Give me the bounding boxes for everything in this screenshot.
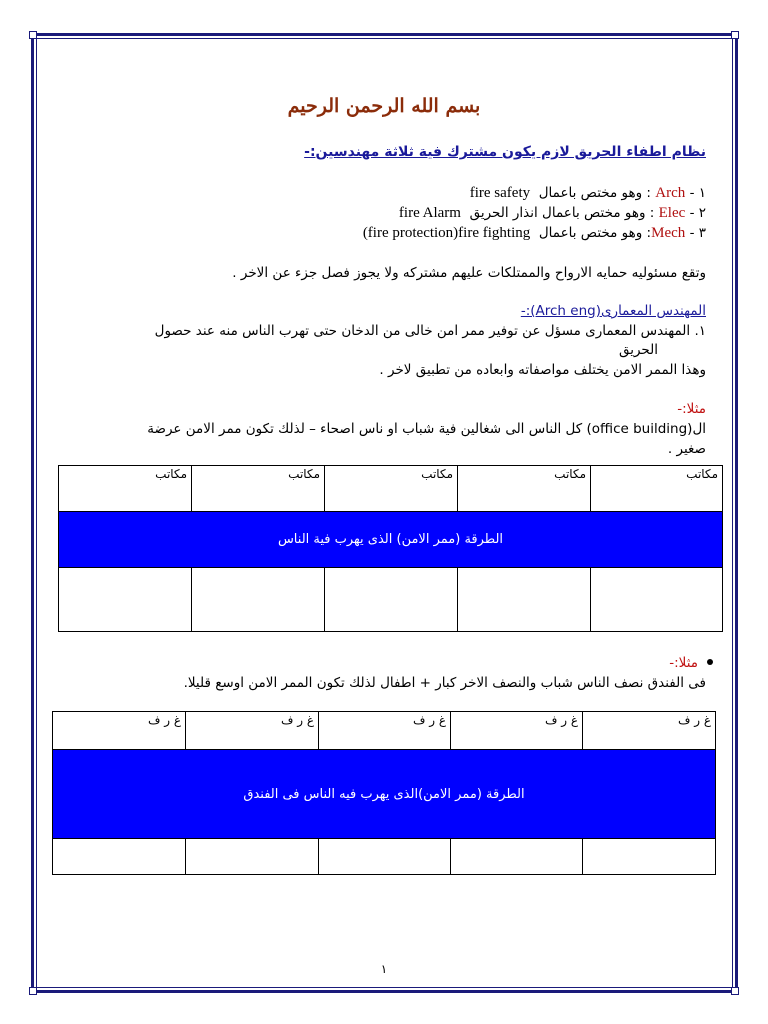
example-label: مثلا:- xyxy=(677,401,706,417)
frame-corner xyxy=(731,987,739,995)
empty-cell xyxy=(591,568,723,632)
room-cell: غ ر ف xyxy=(53,712,186,750)
frame-corner xyxy=(731,31,739,39)
room-cell: غ ر ف xyxy=(583,712,716,750)
room-cell: غ ر ف xyxy=(186,712,319,750)
safe-corridor: الطرقة (ممر الامن) الذى يهرب فية الناس xyxy=(59,512,723,568)
engineer-item-mech: ٣ - Mech: وهو مختص باعمال (fire protection)fire fighting xyxy=(362,225,706,241)
empty-cell xyxy=(319,839,451,875)
empty-cell xyxy=(53,839,186,875)
room-cell: غ ر ف xyxy=(319,712,451,750)
document-title: بسم الله الرحمن الرحيم xyxy=(287,95,481,117)
office-cell: مكاتب xyxy=(591,466,723,512)
engineer-item-elec: ٢ - Elec : وهو مختص باعمال انذار الحريق fire Alarm xyxy=(398,205,706,221)
empty-cell xyxy=(186,839,319,875)
office-cell: مكاتب xyxy=(458,466,591,512)
office-cell: مكاتب xyxy=(192,466,325,512)
example-label-2: مثلا:- xyxy=(669,655,698,671)
rooms-table xyxy=(52,711,716,875)
empty-cell xyxy=(458,568,591,632)
frame-corner xyxy=(29,31,37,39)
engineer-item-arch: ١ - Arch : وهو مختص باعمال fire safety xyxy=(469,185,706,201)
office-cell: مكاتب xyxy=(59,466,192,512)
responsibility-text: وتقع مسئوليه حمايه الارواح والممتلكات عليهم مشتركه ولا يجوز فصل جزء عن الاخر . xyxy=(232,265,706,281)
empty-cell xyxy=(325,568,458,632)
empty-cell xyxy=(451,839,583,875)
office-cell: مكاتب xyxy=(325,466,458,512)
empty-cell xyxy=(583,839,716,875)
arch-point-1: ١. المهندس المعمارى مسؤل عن توفير ممر امن خالى من الدخان حتى تهرب الناس منه عند حصول xyxy=(154,323,706,339)
room-cell: غ ر ف xyxy=(451,712,583,750)
section-heading: نظام اطفاء الحريق لازم يكون مشترك فية ثلاثة مهندسين:- xyxy=(304,144,706,160)
empty-cell xyxy=(59,568,192,632)
example-office-line: ال(office building) كل الناس الى شغالين فية شباب او ناس اصحاء – لذلك تكون ممر الامن عرضة xyxy=(147,421,706,437)
example-office-line-2: صغير . xyxy=(667,441,706,457)
empty-cell xyxy=(192,568,325,632)
page-number: ١ xyxy=(380,962,388,976)
arch-engineer-heading: المهندس المعمارى(Arch eng):- xyxy=(520,303,706,319)
offices-table xyxy=(58,465,723,632)
safe-corridor-hotel: الطرقة (ممر الامن)الذى يهرب فيه الناس فى الفندق xyxy=(53,750,716,839)
frame-corner xyxy=(29,987,37,995)
example-hotel-line: فى الفندق نصف الناس شباب والنصف الاخر كبار + اطفال لذلك تكون الممر الامن اوسع قليلا. xyxy=(183,675,706,691)
bullet-icon xyxy=(707,659,713,665)
arch-point-1-continued: الحريق xyxy=(618,342,658,358)
arch-point-2: وهذا الممر الامن يختلف مواصفاته وابعاده من تطبيق لاخر . xyxy=(379,362,706,378)
